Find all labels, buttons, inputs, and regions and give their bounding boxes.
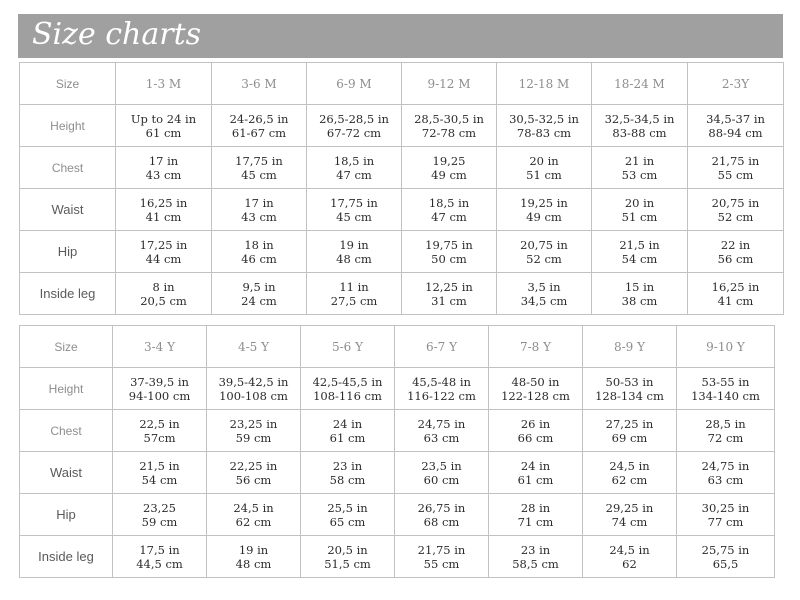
- measurement-cell: [688, 189, 784, 231]
- measurement-inches: 25,75 in: [701, 542, 750, 557]
- size-column-header: 9-12 M: [402, 63, 497, 105]
- measurement-cell: [207, 452, 301, 494]
- measurement-cell: [395, 494, 489, 536]
- measurement-cm: 108-116 cm: [313, 388, 382, 403]
- measurement-cm: 49 cm: [431, 167, 467, 182]
- size-column-header: 12-18 M: [497, 63, 592, 105]
- measurement-inches: 8 in: [152, 279, 175, 294]
- measurement-inches: 19,75 in: [425, 237, 473, 252]
- size-column-header: 18-24 M: [592, 63, 688, 105]
- measurement-cm: 88-94 cm: [708, 125, 763, 140]
- measurement-inches: 26,75 in: [417, 500, 466, 515]
- measurement-cm: 62 cm: [611, 472, 648, 487]
- measurement-inches: 42,5-45,5 in: [312, 374, 383, 389]
- row-label: Inside leg: [20, 536, 113, 578]
- measurement-cell: [212, 105, 307, 147]
- measurement-inches: 24 in: [332, 416, 363, 431]
- measurement-cm: 94-100 cm: [128, 388, 191, 403]
- measurement-cm: 20,5 cm: [140, 293, 187, 308]
- measurement-inches: 53-55 in: [701, 374, 750, 389]
- measurement-inches: 34,5-37 in: [706, 111, 765, 126]
- measurement-cm: 54 cm: [621, 251, 658, 266]
- measurement-inches: 18,5 in: [333, 153, 375, 168]
- measurement-cell: [395, 368, 489, 410]
- measurement-cm: 50 cm: [431, 251, 467, 266]
- size-column-header: 7-8 Y: [489, 326, 583, 368]
- measurement-inches: 20,75 in: [520, 237, 568, 252]
- measurement-cell: [116, 105, 212, 147]
- table-row: [20, 536, 775, 578]
- measurement-cell: [212, 147, 307, 189]
- size-header: Size: [20, 326, 113, 368]
- measurement-cell: [677, 494, 775, 536]
- measurement-inches: 24,5 in: [233, 500, 274, 515]
- measurement-inches: 21 in: [624, 153, 655, 168]
- measurement-cell: [497, 231, 592, 273]
- measurement-inches: 30,25 in: [701, 500, 750, 515]
- measurement-cm: 68 cm: [423, 514, 460, 529]
- measurement-inches: 25,5 in: [327, 500, 368, 515]
- measurement-cell: [307, 105, 402, 147]
- measurement-cm: 71 cm: [517, 514, 554, 529]
- table-row: [20, 494, 775, 536]
- measurement-inches: 27,25 in: [605, 416, 654, 431]
- measurement-cm: 52 cm: [717, 209, 754, 224]
- measurement-inches: 28 in: [520, 500, 551, 515]
- measurement-cm: 43 cm: [241, 209, 277, 224]
- measurement-cell: [677, 368, 775, 410]
- measurement-cm: 58,5 cm: [512, 556, 559, 571]
- measurement-cell: [592, 105, 688, 147]
- measurement-cell: [592, 273, 688, 315]
- measurement-cell: [688, 105, 784, 147]
- measurement-inches: 16,25 in: [711, 279, 760, 294]
- size-table-kids: [19, 325, 775, 578]
- measurement-cm: 74 cm: [611, 514, 648, 529]
- measurement-cell: [583, 368, 677, 410]
- measurement-cell: [395, 410, 489, 452]
- measurement-cell: [113, 536, 207, 578]
- measurement-inches: 29,25 in: [605, 500, 654, 515]
- measurement-inches: 12,25 in: [425, 279, 473, 294]
- measurement-inches: 26,5-28,5 in: [319, 111, 389, 126]
- measurement-cell: [489, 452, 583, 494]
- measurement-cell: [113, 452, 207, 494]
- measurement-cell: [677, 452, 775, 494]
- measurement-cm: 55 cm: [717, 167, 754, 182]
- measurement-inches: 24 in: [520, 458, 551, 473]
- measurement-cm: 66 cm: [517, 430, 554, 445]
- measurement-cm: 34,5 cm: [520, 293, 568, 308]
- measurement-cm: 67-72 cm: [326, 125, 382, 140]
- measurement-cm: 48 cm: [235, 556, 272, 571]
- row-label: Hip: [20, 231, 116, 273]
- measurement-cell: [113, 410, 207, 452]
- measurement-cm: 65 cm: [329, 514, 366, 529]
- measurement-cell: [489, 494, 583, 536]
- measurement-cm: 45 cm: [241, 167, 277, 182]
- measurement-cell: [207, 410, 301, 452]
- measurement-cell: [212, 231, 307, 273]
- measurement-inches: 22,5 in: [139, 416, 180, 431]
- row-label: Chest: [20, 410, 113, 452]
- measurement-inches: 19 in: [339, 237, 369, 252]
- measurement-cell: [307, 231, 402, 273]
- measurement-cm: 59 cm: [235, 430, 272, 445]
- measurement-inches: 21,5 in: [139, 458, 180, 473]
- row-label: Waist: [20, 452, 113, 494]
- measurement-cm: 55 cm: [423, 556, 460, 571]
- table-row: [20, 105, 784, 147]
- measurement-cm: 62 cm: [235, 514, 272, 529]
- measurement-cm: 61 cm: [145, 125, 182, 140]
- measurement-inches: 39,5-42,5 in: [218, 374, 289, 389]
- measurement-inches: 17,75 in: [330, 195, 378, 210]
- measurement-cm: 69 cm: [611, 430, 648, 445]
- measurement-cm: 58 cm: [329, 472, 366, 487]
- measurement-cm: 31 cm: [431, 293, 467, 308]
- measurement-cm: 47 cm: [336, 167, 372, 182]
- measurement-cm: 47 cm: [431, 209, 467, 224]
- measurement-inches: 24,5 in: [609, 542, 650, 557]
- measurement-inches: 11 in: [339, 279, 369, 294]
- measurement-cm: 48 cm: [336, 251, 372, 266]
- size-column-header: 3-4 Y: [113, 326, 207, 368]
- measurement-cm: 65,5: [712, 556, 739, 571]
- measurement-inches: 23,25: [143, 500, 176, 515]
- table-row: [20, 189, 784, 231]
- measurement-inches: 37-39,5 in: [130, 374, 189, 389]
- measurement-inches: 48-50 in: [511, 374, 560, 389]
- measurement-cell: [688, 231, 784, 273]
- measurement-cm: 56 cm: [235, 472, 272, 487]
- table-row: [20, 273, 784, 315]
- measurement-cm: 78-83 cm: [516, 125, 572, 140]
- table-row: [20, 368, 775, 410]
- measurement-cell: [307, 147, 402, 189]
- measurement-cell: [212, 189, 307, 231]
- measurement-inches: 3,5 in: [527, 279, 561, 294]
- measurement-cell: [116, 147, 212, 189]
- measurement-inches: 17,5 in: [139, 542, 180, 557]
- measurement-inches: 19,25 in: [520, 195, 568, 210]
- measurement-cell: [688, 147, 784, 189]
- size-column-header: 4-5 Y: [207, 326, 301, 368]
- measurement-cell: [688, 273, 784, 315]
- size-header: Size: [20, 63, 116, 105]
- measurement-cm: 61 cm: [329, 430, 366, 445]
- measurement-cell: [402, 273, 497, 315]
- measurement-cell: [301, 494, 395, 536]
- table-row: [20, 231, 784, 273]
- measurement-inches: 17 in: [148, 153, 179, 168]
- measurement-cm: 44 cm: [145, 251, 182, 266]
- measurement-cell: [207, 494, 301, 536]
- measurement-cell: [116, 189, 212, 231]
- measurement-cm: 57cm: [143, 430, 176, 445]
- header-row: [20, 63, 784, 105]
- measurement-inches: 18,5 in: [428, 195, 470, 210]
- measurement-cell: [307, 189, 402, 231]
- measurement-cell: [301, 368, 395, 410]
- measurement-cell: [395, 452, 489, 494]
- measurement-inches: 20 in: [624, 195, 655, 210]
- measurement-inches: 28,5-30,5 in: [414, 111, 484, 126]
- measurement-inches: 23 in: [332, 458, 363, 473]
- measurement-cell: [402, 147, 497, 189]
- measurement-cm: 54 cm: [141, 472, 178, 487]
- measurement-cell: [402, 105, 497, 147]
- size-column-header: 8-9 Y: [583, 326, 677, 368]
- measurement-cm: 63 cm: [707, 472, 744, 487]
- measurement-inches: 18 in: [244, 237, 274, 252]
- measurement-inches: 26 in: [520, 416, 551, 431]
- measurement-cm: 43 cm: [145, 167, 182, 182]
- measurement-inches: 32,5-34,5 in: [604, 111, 675, 126]
- measurement-cm: 38 cm: [621, 293, 658, 308]
- measurement-inches: 9,5 in: [242, 279, 276, 294]
- measurement-cm: 51 cm: [621, 209, 658, 224]
- measurement-inches: 23,25 in: [229, 416, 278, 431]
- measurement-cell: [497, 273, 592, 315]
- measurement-cell: [489, 410, 583, 452]
- size-column-header: 2-3Y: [688, 63, 784, 105]
- measurement-inches: 17,25 in: [139, 237, 188, 252]
- measurement-inches: 24-26,5 in: [229, 111, 289, 126]
- measurement-inches: 50-53 in: [605, 374, 654, 389]
- measurement-inches: 19 in: [238, 542, 269, 557]
- measurement-inches: 17,75 in: [235, 153, 283, 168]
- measurement-cm: 46 cm: [241, 251, 277, 266]
- measurement-inches: 23,5 in: [421, 458, 462, 473]
- measurement-cm: 122-128 cm: [501, 388, 570, 403]
- measurement-inches: 22,25 in: [229, 458, 278, 473]
- measurement-cm: 128-134 cm: [595, 388, 664, 403]
- measurement-inches: 24,75 in: [701, 458, 750, 473]
- measurement-inches: 21,75 in: [711, 153, 760, 168]
- size-column-header: 9-10 Y: [677, 326, 775, 368]
- measurement-cell: [489, 536, 583, 578]
- measurement-cm: 72 cm: [707, 430, 744, 445]
- measurement-cm: 116-122 cm: [407, 388, 476, 403]
- measurement-cell: [116, 273, 212, 315]
- measurement-cell: [113, 368, 207, 410]
- measurement-cm: 77 cm: [707, 514, 744, 529]
- page-title: Size charts: [32, 17, 202, 52]
- measurement-cm: 44,5 cm: [136, 556, 183, 571]
- size-column-header: 3-6 M: [212, 63, 307, 105]
- measurement-inches: 19,25: [432, 153, 466, 168]
- measurement-inches: 21,75 in: [417, 542, 466, 557]
- measurement-cm: 59 cm: [141, 514, 178, 529]
- title-banner: [18, 14, 783, 58]
- measurement-cell: [583, 536, 677, 578]
- measurement-cell: [116, 231, 212, 273]
- table-row: [20, 147, 784, 189]
- measurement-inches: 22 in: [720, 237, 751, 252]
- measurement-cm: 41 cm: [717, 293, 754, 308]
- measurement-cell: [207, 536, 301, 578]
- measurement-cell: [489, 368, 583, 410]
- measurement-inches: 20,75 in: [711, 195, 760, 210]
- measurement-cell: [677, 536, 775, 578]
- measurement-inches: 45,5-48 in: [412, 374, 471, 389]
- row-label: Inside leg: [20, 273, 116, 315]
- measurement-cm: 72-78 cm: [421, 125, 477, 140]
- measurement-cm: 61-67 cm: [231, 125, 287, 140]
- measurement-cm: 134-140 cm: [691, 388, 760, 403]
- measurement-inches: 24,5 in: [609, 458, 650, 473]
- measurement-cm: 45 cm: [336, 209, 372, 224]
- measurement-cell: [592, 231, 688, 273]
- measurement-cell: [497, 105, 592, 147]
- measurement-cell: [395, 536, 489, 578]
- measurement-cm: 27,5 cm: [330, 293, 378, 308]
- measurement-cell: [301, 410, 395, 452]
- measurement-cell: [677, 410, 775, 452]
- measurement-cell: [301, 452, 395, 494]
- measurement-cell: [592, 147, 688, 189]
- measurement-cell: [497, 147, 592, 189]
- measurement-cm: 51 cm: [526, 167, 562, 182]
- measurement-cm: 100-108 cm: [219, 388, 288, 403]
- measurement-cm: 56 cm: [717, 251, 754, 266]
- measurement-inches: 16,25 in: [139, 195, 188, 210]
- measurement-inches: 24,75 in: [417, 416, 466, 431]
- measurement-cm: 61 cm: [517, 472, 554, 487]
- measurement-cell: [212, 273, 307, 315]
- measurement-cell: [113, 494, 207, 536]
- measurement-inches: 15 in: [624, 279, 655, 294]
- table-row: [20, 410, 775, 452]
- measurement-cm: 41 cm: [145, 209, 182, 224]
- row-label: Height: [20, 368, 113, 410]
- measurement-inches: 28,5 in: [705, 416, 746, 431]
- measurement-cell: [592, 189, 688, 231]
- measurement-inches: Up to 24 in: [130, 111, 197, 126]
- measurement-cm: 24 cm: [241, 293, 277, 308]
- measurement-cm: 63 cm: [423, 430, 460, 445]
- measurement-inches: 20 in: [529, 153, 559, 168]
- measurement-cell: [583, 410, 677, 452]
- size-column-header: 1-3 M: [116, 63, 212, 105]
- measurement-cm: 52 cm: [526, 251, 562, 266]
- measurement-cm: 62: [622, 556, 637, 571]
- measurement-cell: [497, 189, 592, 231]
- measurement-inches: 21,5 in: [619, 237, 660, 252]
- size-column-header: 6-7 Y: [395, 326, 489, 368]
- size-column-header: 6-9 M: [307, 63, 402, 105]
- row-label: Waist: [20, 189, 116, 231]
- measurement-cell: [307, 273, 402, 315]
- table-row: [20, 452, 775, 494]
- size-table-baby: [19, 62, 784, 315]
- measurement-cm: 53 cm: [621, 167, 658, 182]
- header-row: [20, 326, 775, 368]
- row-label: Chest: [20, 147, 116, 189]
- measurement-cm: 49 cm: [526, 209, 562, 224]
- measurement-cell: [402, 231, 497, 273]
- measurement-inches: 23 in: [520, 542, 551, 557]
- measurement-cm: 83-88 cm: [612, 125, 667, 140]
- measurement-inches: 17 in: [244, 195, 274, 210]
- size-column-header: 5-6 Y: [301, 326, 395, 368]
- measurement-cm: 51,5 cm: [324, 556, 371, 571]
- measurement-cell: [583, 452, 677, 494]
- measurement-cell: [583, 494, 677, 536]
- measurement-cell: [402, 189, 497, 231]
- row-label: Height: [20, 105, 116, 147]
- measurement-cm: 60 cm: [423, 472, 460, 487]
- measurement-inches: 30,5-32,5 in: [509, 111, 579, 126]
- measurement-inches: 20,5 in: [327, 542, 368, 557]
- measurement-cell: [301, 536, 395, 578]
- row-label: Hip: [20, 494, 113, 536]
- measurement-cell: [207, 368, 301, 410]
